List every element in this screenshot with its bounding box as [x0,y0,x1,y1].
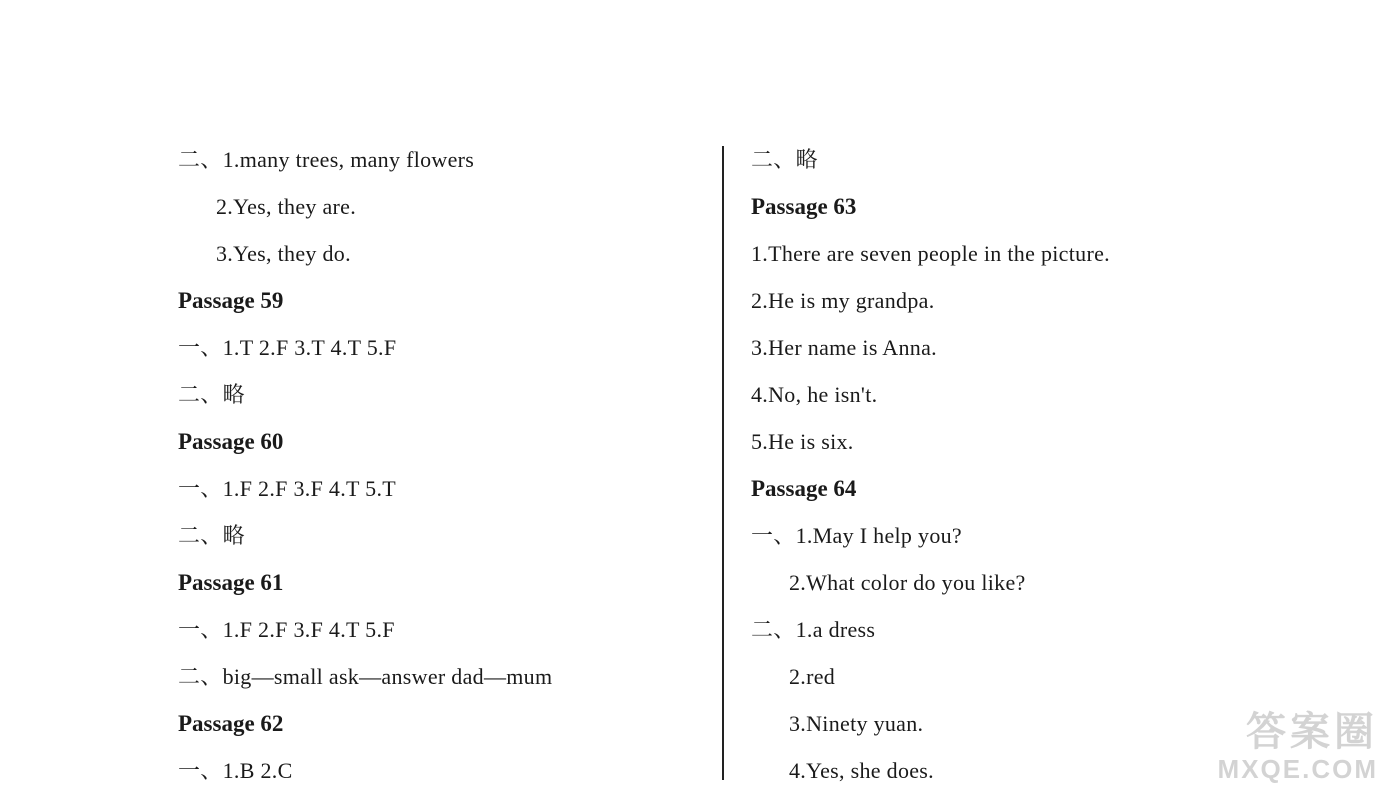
answer-line: 一、1.B 2.C [178,758,293,783]
answer-line: Passage 60 [178,429,284,454]
answer-line: Passage 59 [178,288,284,313]
answer-line: 3.Yes, they do. [216,241,351,266]
watermark-domain: MXQE.COM [1217,754,1378,784]
answer-line: 二、big—small ask—answer dad—mum [178,664,553,689]
answer-line: 2.What color do you like? [789,570,1026,595]
answer-line: 2.He is my grandpa. [751,288,935,313]
answer-line: 二、略 [751,147,818,172]
answer-line: 4.Yes, she does. [789,758,934,783]
answer-line: 二、略 [178,523,245,548]
answer-line: 一、1.F 2.F 3.F 4.T 5.F [178,617,395,642]
answer-line: 2.red [789,664,836,689]
answer-line: 2.Yes, they are. [216,194,357,219]
answer-line: 二、1.many trees, many flowers [178,147,475,172]
answer-line: 1.There are seven people in the picture. [751,241,1110,266]
answer-line: 一、1.T 2.F 3.T 4.T 5.F [178,335,397,360]
answer-line: Passage 63 [751,194,857,219]
answer-line: 一、1.F 2.F 3.F 4.T 5.T [178,476,396,501]
answer-line: 4.No, he isn't. [751,382,878,407]
answer-line: 一、1.May I help you? [751,523,962,548]
answer-line: 3.Her name is Anna. [751,335,937,360]
answer-line: 二、1.a dress [751,617,876,642]
watermark-logo-text: 答案圈 [1246,709,1378,755]
answer-line: Passage 61 [178,570,284,595]
answer-line: Passage 62 [178,711,284,736]
site-watermark [1198,710,1378,792]
answer-line: 3.Ninety yuan. [789,711,924,736]
left-column [178,136,698,794]
answer-line: 5.He is six. [751,429,854,454]
right-column [751,136,1311,794]
answer-line: 二、略 [178,382,245,407]
answer-line: Passage 64 [751,476,857,501]
column-divider [722,146,724,780]
